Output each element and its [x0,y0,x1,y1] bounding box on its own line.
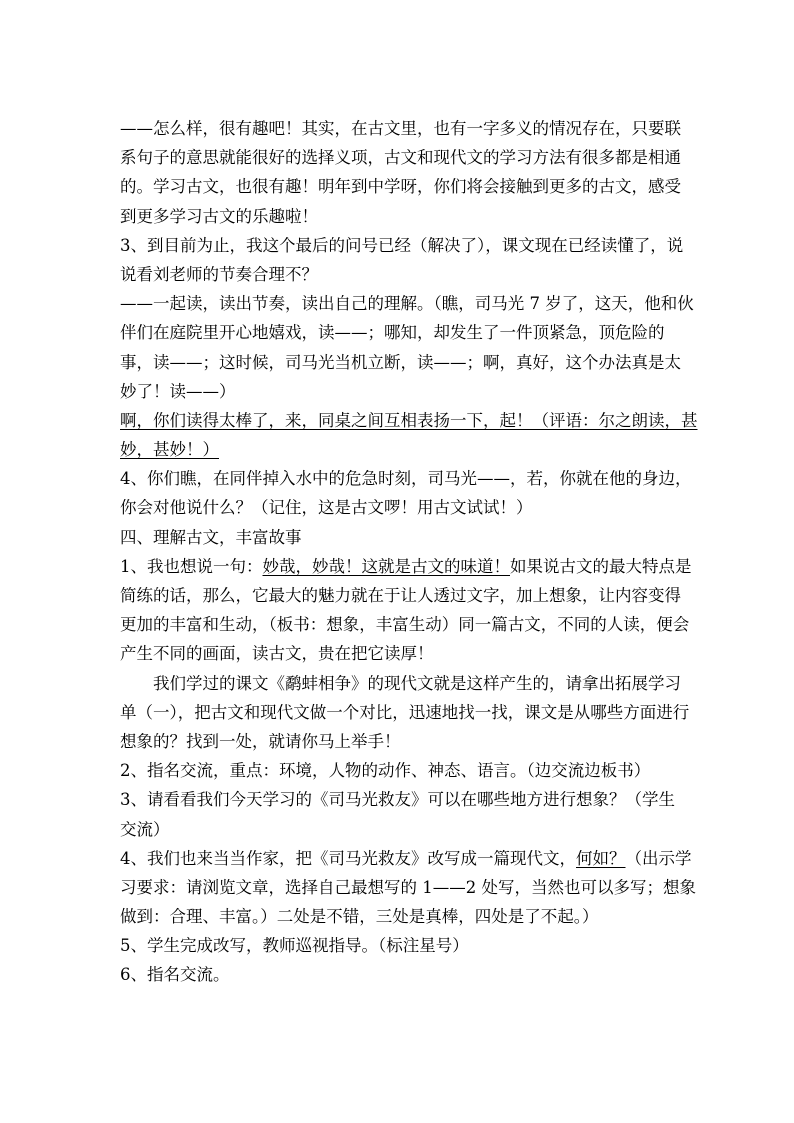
text-line: 2、指名交流，重点：环境，人物的动作、神态、语言。（边交流边板书） [120,761,651,781]
section-heading: 四、理解古文，丰富故事 [120,527,302,547]
text-line: 系句子的意思就能很好的选择义项，古文和现代文的学习方法有很多都是相通 [120,148,681,168]
text-line: 单（一），把古文和现代文做一个对比，迅速地找一找，课文是从哪些方面进行 [120,702,690,722]
underlined-text: 啊，你们读得太棒了，来，同桌之间互相表扬一下，起！（评语：尔之朗读，甚 [120,410,698,430]
text-line [120,847,692,871]
text-line: ——怎么样，很有趣吧！其实，在古文里，也有一字多义的情况存在，只要联 [120,119,681,138]
text-line: 想象的？找到一处，就请你马上举手！ [120,731,401,751]
text-line: 事，读——；这时候，司马光当机立断，读——；啊，真好，这个办法真是太 [120,352,681,372]
text-line: 交流） [120,819,170,839]
text-line-indented: 我们学过的课文《鹬蚌相争》的现代文就是这样产生的，请拿出拓展学习 [153,673,681,693]
text-line: 6、指名交流。 [120,965,230,985]
text-line: 简练的话，那么，它最大的魅力就在于让人透过文字，加上想象，让内容变得 [120,586,681,605]
document-page [120,117,698,993]
text-line: 说看刘老师的节奏合理不？ [120,264,318,284]
text-line: 伴们在庭院里开心地嬉戏，读——；哪知，却发生了一件顶紧急，顶危险的 [120,323,665,343]
text-line: 4、你们瞧，在同伴掉入水中的危急时刻，司马光——，若，你就在他的身边， [120,469,692,489]
text-line: 的。学习古文，也很有趣！明年到中学呀，你们将会接触到更多的古文，感受 [120,177,681,197]
text-line: 妙了！读——） [120,381,236,401]
text-line: 5、学生完成改写，教师巡视指导。（标注星号） [120,936,469,956]
underlined-text: 妙，甚妙！） [120,440,219,460]
text-segment: 4、我们也来当当作家，把《司马光救友》改写成一篇现代文， [120,848,576,868]
text-line: 你会对他说什么？（记住，这是古文啰！用古文试试！） [120,498,533,518]
text-segment: 1、我也想说一句： [120,556,263,576]
text-line: ——一起读，读出节奏，读出自己的理解。（瞧，司马光 7 岁了，这天，他和伙 [120,294,694,314]
text-line-underlined [120,438,678,462]
text-line: 产生不同的画面，读古文，贵在把它读厚！ [120,644,434,664]
text-line: 到更多学习古文的乐趣啦！ [120,206,318,226]
text-line: 做到：合理、丰富。）二处是不错，三处是真棒，四处是了不起。） [120,907,599,927]
text-line: 习要求：请浏览文章，选择自己最想写的 1——2 处写，当然也可以多写；想象 [120,877,696,897]
text-segment: （出示学 [625,848,692,868]
text-line: 3、到目前为止，我这个最后的问号已经（解决了），课文现在已经读懂了，说 [120,235,684,255]
text-line: 3、请看看我们今天学习的《司马光救友》可以在哪些地方进行想象？（学生 [120,790,675,810]
text-line-underlined [120,409,698,433]
text-line [120,555,692,579]
underlined-text: 妙哉，妙哉！这就是古文的味道！ [262,556,510,576]
text-segment: 如果说古文的最大特点是 [510,556,692,576]
underlined-text: 何如？ [576,848,626,868]
text-line: 更加的丰富和生动，（板书：想象，丰富生动）同一篇古文，不同的人读，便会 [120,615,690,635]
